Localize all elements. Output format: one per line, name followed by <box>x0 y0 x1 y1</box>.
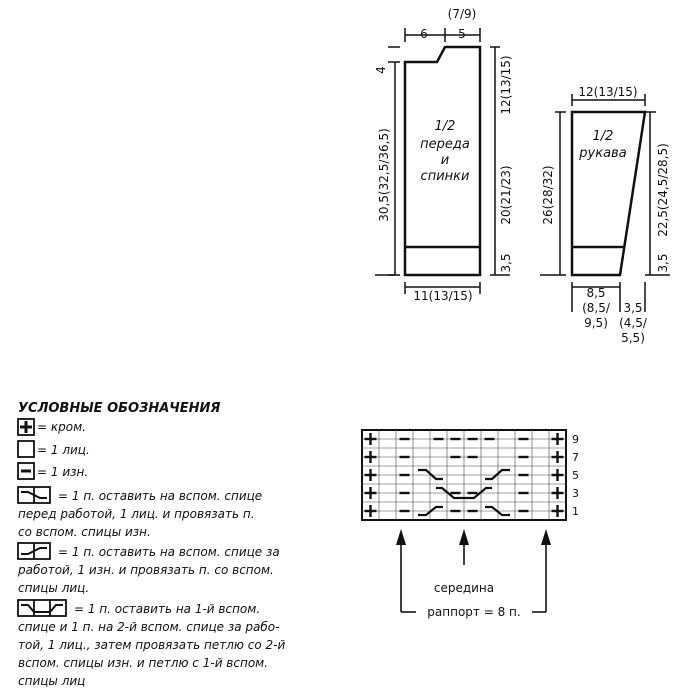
dim-top-right: 5 <box>458 27 466 41</box>
front-back-label-1: 1/2 <box>434 119 456 134</box>
legend-cross-back-line-2: работой, 1 изн. и провязать п. со вспом. <box>18 563 274 577</box>
dim-left-small: 4 <box>374 66 388 74</box>
dim-right-bottom: 3,5 <box>499 253 513 273</box>
row-number: 5 <box>572 469 579 482</box>
middle-label: середина <box>433 581 495 595</box>
legend-cross-back-line-3: спицы лиц. <box>18 581 90 595</box>
sleeve-dim-top: 12(13/15) <box>578 85 638 99</box>
legend-cross-front-line-3: со вспом. спицы изн. <box>18 525 151 539</box>
sleeve-dim-bottom-main-3: 9,5) <box>584 316 608 330</box>
sleeve-dim-bottom-main-2: (8,5/ <box>582 301 610 315</box>
legend-cross-front-line-1: = 1 п. оставить на вспом. спице <box>58 489 263 503</box>
dim-top-right-upper: (7/9) <box>447 7 477 21</box>
sleeve-dim-right-main: 22,5(24,5/28,5) <box>656 143 670 237</box>
row-number: 1 <box>572 505 579 518</box>
dim-left-total: 30,5(32,5/36,5) <box>377 128 391 222</box>
repeat-label: раппорт = 8 п. <box>427 605 521 619</box>
front-back-label-2: переда <box>420 137 470 152</box>
legend-cross-double-line-4: вспом. спицы изн. и петлю с 1-й вспом. <box>18 656 269 670</box>
stitch-chart <box>362 430 579 619</box>
cross-front-symbol <box>18 487 50 503</box>
front-back-label-4: спинки <box>420 169 470 184</box>
dim-bottom: 11(13/15) <box>413 289 473 303</box>
legend-cross-front-line-2: перед работой, 1 лиц. и провязать п. <box>18 507 255 521</box>
sleeve-label-1: 1/2 <box>592 129 614 144</box>
row-number: 7 <box>572 451 579 464</box>
chart-row-numbers <box>572 433 579 518</box>
legend-cross-double-line-1: = 1 п. оставить на 1-й вспом. <box>74 602 261 616</box>
legend-purl-text: = 1 изн. <box>37 465 89 479</box>
legend-edge-text: = кром. <box>37 420 86 434</box>
dim-top-left: 6 <box>420 27 428 41</box>
legend-knit-text: = 1 лиц. <box>37 443 90 457</box>
sleeve-dim-bottom-side-3: 5,5) <box>621 331 645 345</box>
sleeve-dim-bottom-side-1: 3,5 <box>623 301 643 315</box>
sleeve-dim-right-bottom: 3,5 <box>656 253 670 273</box>
dim-right-mid: 20(21/23) <box>499 165 513 225</box>
cross-double-symbol <box>18 600 66 616</box>
sleeve-label-2: рукава <box>579 146 627 161</box>
dim-right-top: 12(13/15) <box>499 55 513 115</box>
legend-title: УСЛОВНЫЕ ОБОЗНАЧЕНИЯ <box>18 401 221 416</box>
edge-stitch-symbol <box>18 419 34 435</box>
chart-arrows <box>396 529 551 612</box>
purl-stitch-symbol <box>18 463 34 479</box>
front-back-label-3: и <box>440 153 450 168</box>
repeat-end-arrow <box>541 529 551 545</box>
legend-cross-double-line-2: спице и 1 п. на 2-й вспом. спице за рабо- <box>18 620 280 634</box>
knit-stitch-symbol <box>18 441 34 457</box>
middle-arrow <box>459 529 469 545</box>
row-number: 9 <box>572 433 579 446</box>
row-number: 3 <box>572 487 579 500</box>
sleeve-dim-bottom-main-1: 8,5 <box>586 286 606 300</box>
sleeve-dimension-lines <box>540 94 670 312</box>
sleeve-dim-left: 26(28/32) <box>541 165 555 225</box>
repeat-start-arrow <box>396 529 406 545</box>
legend-cross-back-line-1: = 1 п. оставить на вспом. спице за <box>58 545 280 559</box>
cross-back-symbol <box>18 543 50 559</box>
legend-cross-double-line-3: той, 1 лиц., затем провязать петлю со 2-й <box>18 638 286 652</box>
legend <box>17 401 285 688</box>
sleeve-dim-bottom-side-2: (4,5/ <box>619 316 647 330</box>
legend-cross-double-line-5: спицы лиц <box>18 674 86 688</box>
